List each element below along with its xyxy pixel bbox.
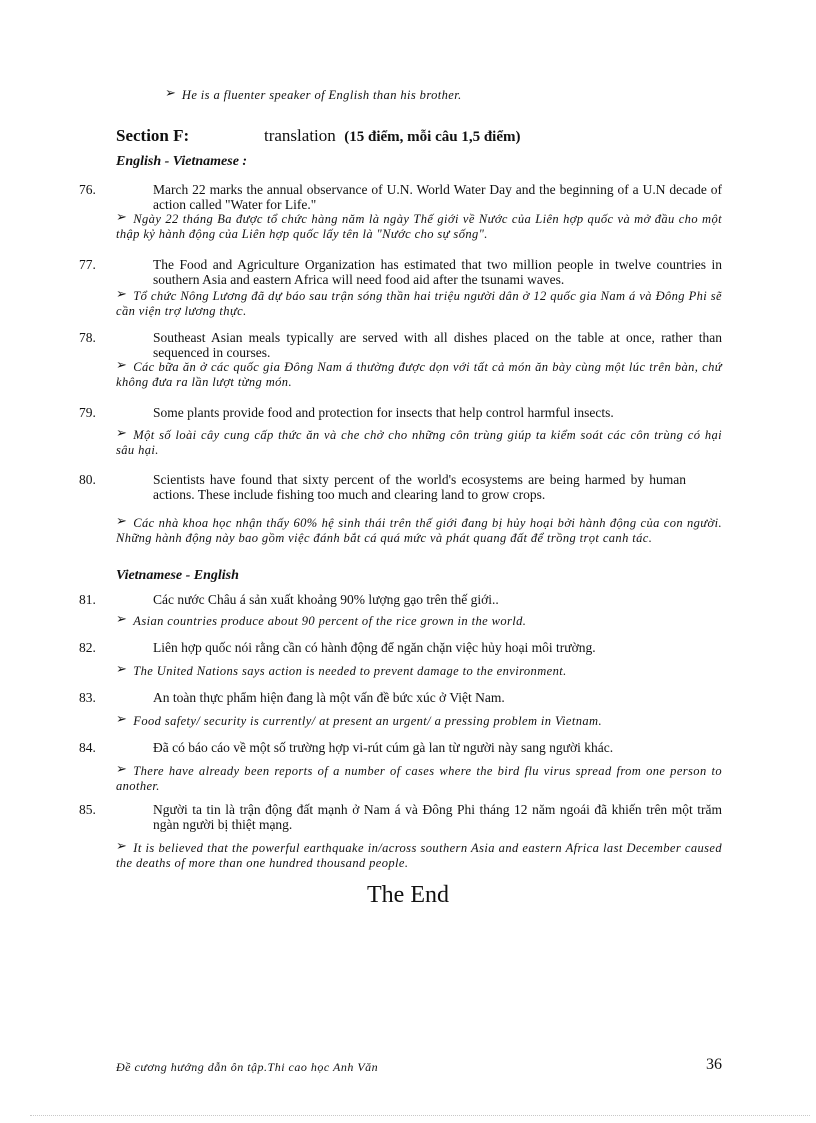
question-text: 78. Southeast Asian meals typically are served with all dishes placed on the table at once, rather than sequenced in courses. [79, 330, 722, 360]
answer-81: ➢ Asian countries produce about 90 percent of the rice grown in the world. [116, 612, 527, 628]
the-end-heading: The End [367, 882, 449, 908]
answer-84: ➢ There have already been reports of a number of cases where the bird flu virus spread from one person to another. [116, 762, 722, 793]
question-text: 83. An toàn thực phẩm hiện đang là một vấn đề bức xúc ở Việt Nam. [79, 690, 505, 705]
subheading-en-vi: English - Vietnamese : [116, 154, 248, 169]
question-78 [79, 330, 722, 360]
section-title-group [264, 126, 521, 146]
section-title: translation [264, 126, 336, 145]
question-85 [79, 802, 722, 832]
subheading-vi-en: Vietnamese - English [116, 568, 239, 583]
arrow-bullet-icon: ➢ [116, 662, 128, 677]
arrow-bullet-icon: ➢ [116, 762, 128, 777]
question-text: 84. Đã có báo cáo về một số trường hợp vi-rút cúm gà lan từ người này sang người khác. [79, 740, 614, 755]
question-text: 80. Scientists have found that sixty percent of the world's ecosystems are being harmed by human actions. These include fishing too much and clearing land to grow crops. [79, 472, 686, 502]
section-points: (15 điểm, mỗi câu 1,5 điểm) [344, 129, 521, 145]
question-77 [79, 257, 722, 287]
answer-82: ➢ The United Nations says action is needed to prevent damage to the environment. [116, 662, 567, 678]
arrow-bullet-icon: ➢ [116, 358, 128, 373]
answer-77: ➢ Tổ chức Nông Lương đã dự báo sau trận sóng thần hai triệu người dân ở 12 quốc gia Nam á và Đông Phi sẽ cần viện trợ lương thực. [116, 287, 722, 318]
arrow-bullet-icon: ➢ [116, 287, 128, 302]
arrow-bullet-icon: ➢ [116, 839, 128, 854]
arrow-bullet-icon: ➢ [116, 612, 128, 627]
question-79 [79, 405, 722, 420]
answer-85: ➢ It is believed that the powerful earthquake in/across southern Asia and eastern Africa last December caused the deaths of more than one hundred thousand people. [116, 839, 722, 870]
question-82 [79, 640, 722, 655]
page-bottom-divider [30, 1115, 810, 1116]
example-sentence: ➢ He is a fluenter speaker of English than his brother. [165, 86, 462, 102]
section-heading [116, 126, 716, 146]
question-text: 77. The Food and Agriculture Organization has estimated that two million people in twelve countries in southern Asia and eastern Africa will need food aid after the tsunami waves. [79, 257, 722, 287]
arrow-bullet-icon: ➢ [116, 712, 128, 727]
answer-78: ➢ Các bữa ăn ở các quốc gia Đông Nam á thường được dọn với tất cả món ăn bày cùng một lúc trên bàn, chứ không đưa ra lần lượt từng món. [116, 358, 722, 389]
arrow-bullet-icon: ➢ [165, 86, 176, 101]
question-text: 81. Các nước Châu á sản xuất khoảng 90% lượng gạo trên thế giới.. [79, 592, 499, 607]
answer-80: ➢ Các nhà khoa học nhận thấy 60% hệ sinh thái trên thế giới đang bị hủy hoại bởi hành động của con người. Những hành động này bao gồm việc đánh bắt cá quá mức và phát quang đất để trồng trọt canh tác. [116, 514, 722, 545]
answer-76: ➢ Ngày 22 tháng Ba được tổ chức hàng năm là ngày Thế giới về Nước của Liên hợp quốc và mở đầu cho một thập kỷ hành động của Liên hợp quốc lấy tên là "Nước cho sự sống". [116, 210, 722, 241]
question-81 [79, 592, 722, 607]
arrow-bullet-icon: ➢ [116, 426, 128, 441]
question-83 [79, 690, 722, 705]
question-text: 82. Liên hợp quốc nói rằng cần có hành động để ngăn chặn việc hủy hoại môi trường. [79, 640, 596, 655]
question-text: 76. March 22 marks the annual observance of U.N. World Water Day and the beginning of a U.N decade of action called "Water for Life." [79, 182, 722, 212]
answer-79: ➢ Một số loài cây cung cấp thức ăn và che chở cho những côn trùng giúp ta kiểm soát các côn trùng có hại sâu hại. [116, 426, 722, 457]
question-76 [79, 182, 722, 212]
page-number: 36 [706, 1056, 722, 1073]
question-80 [79, 472, 686, 502]
arrow-bullet-icon: ➢ [116, 514, 128, 529]
arrow-bullet-icon: ➢ [116, 210, 128, 225]
section-label: Section F: [116, 126, 190, 145]
footer-title: Đề cương hướng dẫn ôn tập.Thi cao học Anh Văn [116, 1060, 379, 1074]
answer-83: ➢ Food safety/ security is currently/ at present an urgent/ a pressing problem in Vietnam. [116, 712, 602, 728]
question-text: 79. Some plants provide food and protection for insects that help control harmful insects. [79, 405, 614, 420]
question-text: 85. Người ta tin là trận động đất mạnh ở Nam á và Đông Phi tháng 12 năm ngoái đã khiến trên một trăm ngàn người bị thiệt mạng. [79, 802, 722, 832]
question-84 [79, 740, 722, 755]
